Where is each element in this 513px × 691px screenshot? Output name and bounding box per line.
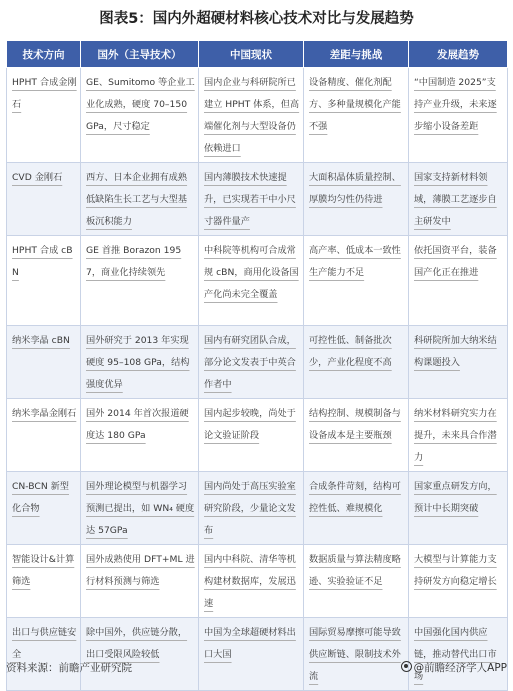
table-cell: 依托国资平台，装备国产化正在推进 xyxy=(409,236,508,326)
table-cell: 国外理论模型与机器学习预测已提出，如 WN₄ 硬度达 57GPa xyxy=(81,472,199,545)
header-cell: 中国现状 xyxy=(199,41,304,68)
source-note: 资料来源：前瞻产业研究院 xyxy=(6,662,132,674)
table-cell: 国际贸易摩擦可能导致供应断链、限制技术外流 xyxy=(304,618,409,691)
table-cell: 国家支持新材料领域，薄膜工艺逐步自主研发中 xyxy=(409,163,508,236)
table-cell: 可控性低、制备批次少，产业化程度不高 xyxy=(304,326,409,399)
table-row xyxy=(7,236,508,326)
table-cell: 国外成熟使用 DFT+ML 进行材料预测与筛选 xyxy=(81,545,199,618)
table-cell: 纳米材料研究实力在提升，未来具合作潜力 xyxy=(409,399,508,472)
table-header-row xyxy=(7,41,508,68)
brand-label: @前瞻经济学人APP xyxy=(413,662,507,674)
table-cell: 大面积晶体质量控制、厚膜均匀性仍待进 xyxy=(304,163,409,236)
table-cell: 国家重点研发方向，预计中长期突破 xyxy=(409,472,508,545)
table-cell: 合成条件苛刻，结构可控性低、难规模化 xyxy=(304,472,409,545)
table-row xyxy=(7,545,508,618)
footer xyxy=(6,660,507,680)
table-cell: HPHT 合成 cBN xyxy=(7,236,81,326)
table-cell: 国内有研究团队合成，部分论文发表于中英合作者中 xyxy=(199,326,304,399)
table-cell: 纳米孪晶 cBN xyxy=(7,326,81,399)
table-cell: CVD 金刚石 xyxy=(7,163,81,236)
table-cell: 结构控制、规模制备与设备成本是主要瓶颈 xyxy=(304,399,409,472)
table-cell: 高产率、低成本一致性生产能力不足 xyxy=(304,236,409,326)
table-row xyxy=(7,326,508,399)
header-cell: 差距与挑战 xyxy=(304,41,409,68)
table-cell: 国外研究于 2013 年实现硬度 95–108 GPa，结构强度优异 xyxy=(81,326,199,399)
table-cell: 国内起步较晚，尚处于论文验证阶段 xyxy=(199,399,304,472)
table-cell: 国内薄膜技术快速提升，已实现若干中小尺寸器件量产 xyxy=(199,163,304,236)
header-cell: 技术方向 xyxy=(7,41,81,68)
table-cell: HPHT 合成金刚石 xyxy=(7,68,81,163)
table-cell: GE 首推 Borazon 1957，商业化持续领先 xyxy=(81,236,199,326)
table-cell: 大模型与计算能力支持研发方向稳定增长 xyxy=(409,545,508,618)
table-cell: 国内中科院、清华等机构建材数据库，发展迅速 xyxy=(199,545,304,618)
table-cell: 中科院等机构可合成常规 cBN，商用化设备国产化尚未完全覆盖 xyxy=(199,236,304,326)
table-cell: 西方、日本企业拥有成熟低缺陷生长工艺与大型基板沉积能力 xyxy=(81,163,199,236)
table-row xyxy=(7,163,508,236)
table-row xyxy=(7,68,508,163)
table-cell: 出口与供应链安全 xyxy=(7,618,81,691)
chart-title: 图表5：国内外超硬材料核心技术对比与发展趋势 xyxy=(99,11,414,27)
table-cell: 除中国外，供应链分散，出口受限风险较低 xyxy=(81,618,199,691)
table-row xyxy=(7,472,508,545)
table-cell: CN-BCN 新型化合物 xyxy=(7,472,81,545)
table-cell: 数据质量与算法精度略逊、实验验证不足 xyxy=(304,545,409,618)
header-cell: 发展趋势 xyxy=(409,41,508,68)
qianzhan-logo-icon xyxy=(401,661,412,672)
brand-credit xyxy=(401,660,507,675)
table-cell: 智能设计&计算筛选 xyxy=(7,545,81,618)
table-cell: GE、Sumitomo 等企业工业化成熟，硬度 70–150 GPa，尺寸稳定 xyxy=(81,68,199,163)
table-cell: 中国强化国内供应链，推动替代出口市场 xyxy=(409,618,508,691)
table-cell: 设备精度、催化剂配方、多种量规模化产能不强 xyxy=(304,68,409,163)
table-cell: 国内企业与科研院所已建立 HPHT 体系，但高端催化剂与大型设备仍依赖进口 xyxy=(199,68,304,163)
table-cell: 国内尚处于高压实验室研究阶段，少量论文发布 xyxy=(199,472,304,545)
table-row xyxy=(7,399,508,472)
table-cell: 中国为全球超硬材料出口大国 xyxy=(199,618,304,691)
table-cell: 纳米孪晶金刚石 xyxy=(7,399,81,472)
header-cell: 国外（主导技术） xyxy=(81,41,199,68)
table-cell: 国外 2014 年首次报道硬度达 180 GPa xyxy=(81,399,199,472)
table-cell: “中国制造 2025”支持产业升级，未来逐步缩小设备差距 xyxy=(409,68,508,163)
comparison-table xyxy=(6,40,508,691)
table-cell: 科研院所加大纳米结构课题投入 xyxy=(409,326,508,399)
